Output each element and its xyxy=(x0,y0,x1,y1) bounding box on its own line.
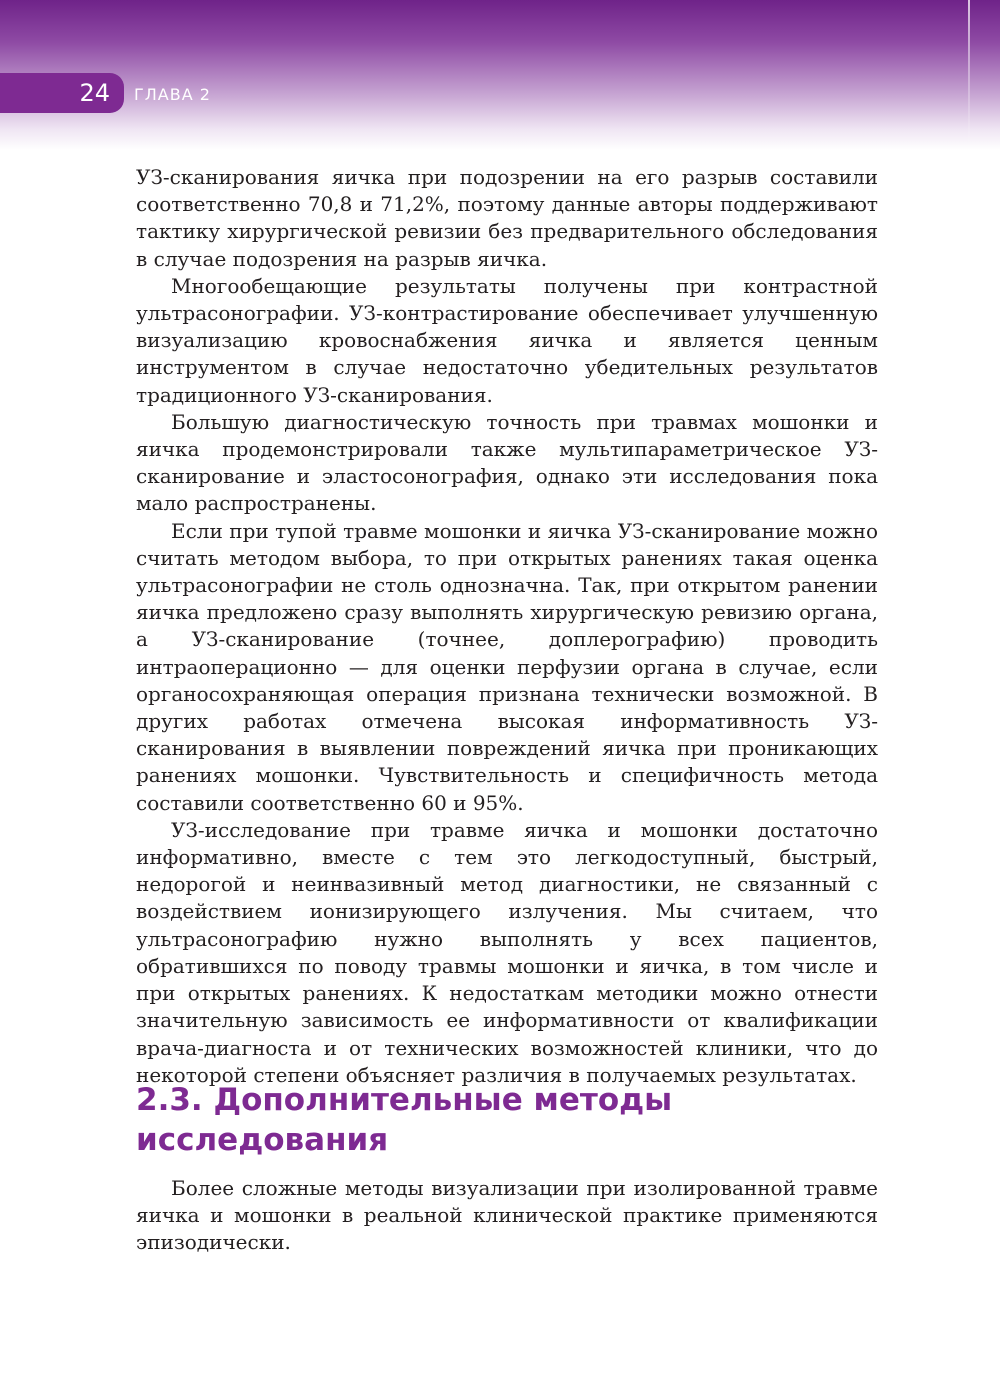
section-heading-line-1: 2.3. Дополнительные методы xyxy=(136,1082,673,1118)
body-text xyxy=(136,164,878,1089)
paragraph-4: Если при тупой травме мошонки и яичка УЗ-сканирование можно считать методом выбора, то при открытых ранениях такая оценка ультрасонографии не столь однозначна. Так, при открытом ранении яичка предложено сразу выполнять хирургическую ревизию органа, а УЗ-сканирование (точнее, доплерографию) проводить интраоперационно — для оценки перфузии органа в случае, если органосохраняющая операция признана технически возможной. В других работах отмечена высокая информативность УЗ-сканирования в выявлении повреждений яичка при проникающих ранениях мошонки. Чувствительность и специфичность метода составили соответственно 60 и 95%. xyxy=(136,518,878,815)
chapter-label: ГЛАВА 2 xyxy=(134,85,211,104)
page-number: 24 xyxy=(79,79,110,107)
section-text xyxy=(136,1175,878,1257)
section-heading xyxy=(136,1080,878,1160)
paragraph-5: УЗ-исследование при травме яичка и мошонки достаточно информативно, вместе с тем это легкодоступный, быстрый, недорогой и неинвазивный метод диагностики, не связанный с воздействием ионизирующего излучения. Мы считаем, что ультрасонографию нужно выполнять у всех пациентов, обратившихся по поводу травмы мошонки и яичка, в том числе и при открытых ранениях. К недостаткам методики можно отнести значительную зависимость ее информативности от квалификации врача-диагноста и от технических возможностей клиники, что до некоторой степени объясняет различия в получаемых результатах. xyxy=(136,817,878,1087)
paragraph-2: Многообещающие результаты получены при контрастной ультрасонографии. УЗ-контрастирование обеспечивает улучшенную визуализацию кровоснабжения яичка и является ценным инструментом в случае недостаточно убедительных результатов традиционного УЗ-сканирования. xyxy=(136,273,878,407)
section-paragraph: Более сложные методы визуализации при изолированной травме яичка и мошонки в реальной клинической практике применяются эпизодически. xyxy=(136,1176,878,1255)
page-edge-line xyxy=(968,0,970,150)
paragraph-3: Большую диагностическую точность при травмах мошонки и яичка продемонстрировали также мультипараметрическое УЗ-сканирование и эластосонография, однако эти исследования пока мало распространены. xyxy=(136,409,878,516)
section-heading-line-2: исследования xyxy=(136,1122,389,1158)
page-number-tab xyxy=(0,73,124,113)
header-band xyxy=(0,0,1000,150)
paragraph-1: УЗ-сканирования яичка при подозрении на его разрыв составили соответственно 70,8 и 71,2%, поэтому данные авторы поддерживают тактику хирургической ревизии без предварительного обследования в случае подозрения на разрыв яичка. xyxy=(136,165,878,271)
